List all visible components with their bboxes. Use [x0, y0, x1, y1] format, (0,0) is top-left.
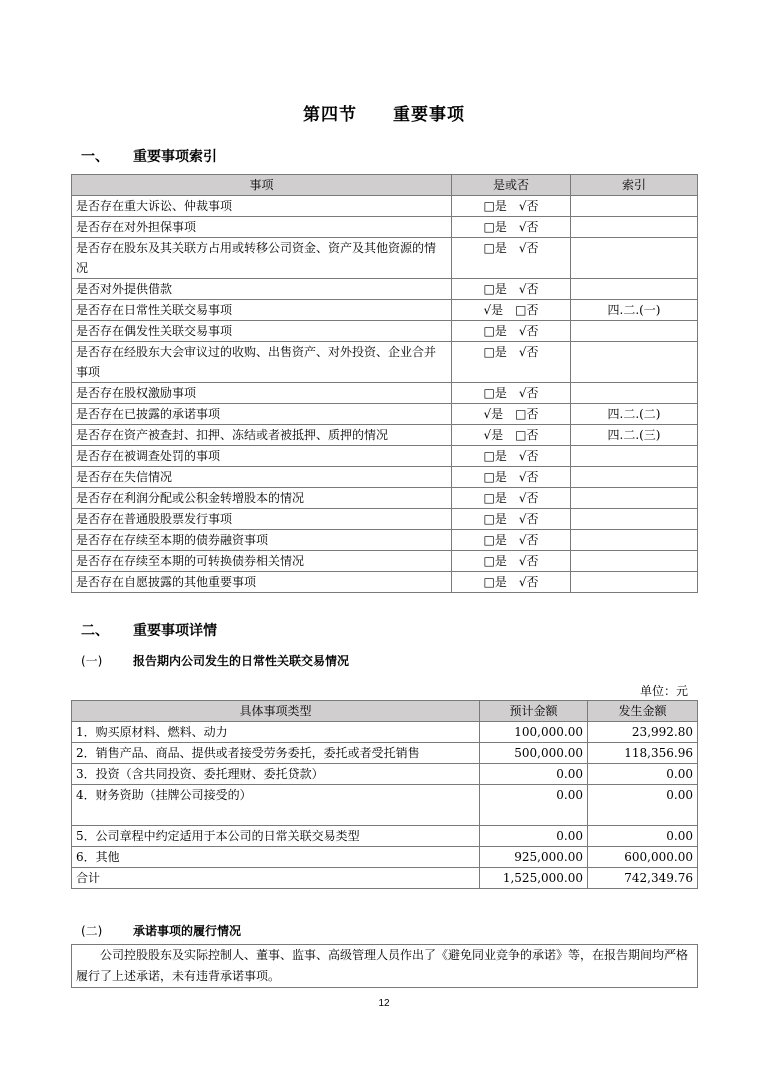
yes-no-cell: □是 √否 — [452, 530, 571, 551]
yes-no-cell: □是 √否 — [452, 488, 571, 509]
estimated-amount-cell: 100,000.00 — [480, 722, 588, 743]
related-transactions-table — [71, 700, 698, 889]
estimated-amount-cell: 1,525,000.00 — [480, 868, 588, 889]
table-row — [72, 530, 698, 551]
table-row — [72, 196, 698, 217]
matter-cell: 是否存在偶发性关联交易事项 — [72, 321, 452, 342]
matter-cell: 是否存在自愿披露的其他重要事项 — [72, 572, 452, 593]
estimated-amount-cell: 0.00 — [480, 785, 588, 826]
yes-no-cell: □是 √否 — [452, 217, 571, 238]
index-ref-cell — [571, 279, 698, 300]
index-ref-cell — [571, 509, 698, 530]
matter-cell: 是否存在资产被查封、扣押、冻结或者被抵押、质押的情况 — [72, 425, 452, 446]
transaction-type-cell: 1．购买原材料、燃料、动力 — [72, 722, 480, 743]
yes-no-cell: □是 √否 — [452, 279, 571, 300]
index-ref-cell: 四.二.(一) — [571, 300, 698, 321]
yes-no-cell: □是 √否 — [452, 467, 571, 488]
table-row — [72, 321, 698, 342]
transaction-type-cell: 3．投资（含共同投资、委托理财、委托贷款） — [72, 764, 480, 785]
index-ref-cell — [571, 551, 698, 572]
table-header-row — [72, 701, 698, 722]
index-ref-cell — [571, 342, 698, 383]
actual-amount-cell: 0.00 — [588, 785, 698, 826]
index-ref-cell — [571, 530, 698, 551]
yes-no-cell: □是 √否 — [452, 321, 571, 342]
actual-amount-cell: 0.00 — [588, 826, 698, 847]
index-ref-cell — [571, 446, 698, 467]
table-row — [72, 509, 698, 530]
index-ref-cell — [571, 488, 698, 509]
table-row — [72, 383, 698, 404]
estimated-amount-cell: 925,000.00 — [480, 847, 588, 868]
actual-amount-cell: 742,349.76 — [588, 868, 698, 889]
estimated-amount-cell: 0.00 — [480, 826, 588, 847]
index-ref-cell: 四.二.(三) — [571, 425, 698, 446]
matter-cell: 是否存在股东及其关联方占用或转移公司资金、资产及其他资源的情况 — [72, 238, 452, 279]
index-ref-cell — [571, 238, 698, 279]
index-ref-cell — [571, 196, 698, 217]
table-row — [72, 743, 698, 764]
header-actual: 发生金额 — [588, 701, 698, 722]
yes-no-cell: □是 √否 — [452, 196, 571, 217]
table-header-row — [72, 175, 698, 196]
yes-no-cell: □是 √否 — [452, 383, 571, 404]
table-row — [72, 300, 698, 321]
yes-no-cell: √是 □否 — [452, 300, 571, 321]
header-yes-no: 是或否 — [452, 175, 571, 196]
matter-cell: 是否存在经股东大会审议过的收购、出售资产、对外投资、企业合并事项 — [72, 342, 452, 383]
matter-cell: 是否对外提供借款 — [72, 279, 452, 300]
matter-cell: 是否存在重大诉讼、仲裁事项 — [72, 196, 452, 217]
matter-cell: 是否存在已披露的承诺事项 — [72, 404, 452, 425]
table-row — [72, 467, 698, 488]
matter-cell: 是否存在失信情况 — [72, 467, 452, 488]
table-row — [72, 446, 698, 467]
matter-cell: 是否存在利润分配或公积金转增股本的情况 — [72, 488, 452, 509]
table-row — [72, 785, 698, 826]
section-heading-index — [81, 146, 217, 166]
estimated-amount-cell: 0.00 — [480, 764, 588, 785]
matter-cell: 是否存在被调查处罚的事项 — [72, 446, 452, 467]
important-matters-index-table — [71, 174, 698, 593]
table-row — [72, 342, 698, 383]
yes-no-cell: □是 √否 — [452, 238, 571, 279]
actual-amount-cell: 600,000.00 — [588, 847, 698, 868]
header-item: 事项 — [72, 175, 452, 196]
table-row — [72, 847, 698, 868]
unit-label: 单位：元 — [639, 684, 688, 698]
header-type: 具体事项类型 — [72, 701, 480, 722]
table-row — [72, 826, 698, 847]
yes-no-cell: □是 √否 — [452, 342, 571, 383]
table-row — [72, 404, 698, 425]
matter-cell: 是否存在对外担保事项 — [72, 217, 452, 238]
transaction-type-cell: 5．公司章程中约定适用于本公司的日常关联交易类型 — [72, 826, 480, 847]
yes-no-cell: □是 √否 — [452, 551, 571, 572]
transaction-type-cell: 4．财务资助（挂牌公司接受的） — [72, 785, 480, 826]
transaction-type-cell: 合计 — [72, 868, 480, 889]
index-ref-cell — [571, 467, 698, 488]
index-ref-cell — [571, 383, 698, 404]
index-ref-cell — [571, 217, 698, 238]
subsection-heading-related-transactions — [81, 652, 349, 669]
estimated-amount-cell: 500,000.00 — [480, 743, 588, 764]
table-row — [72, 572, 698, 593]
index-ref-cell: 四.二.(二) — [571, 404, 698, 425]
matter-cell: 是否存在存续至本期的债券融资事项 — [72, 530, 452, 551]
subsection-number: (一) — [81, 654, 103, 668]
yes-no-cell: √是 □否 — [452, 425, 571, 446]
subsection-heading-commitments — [81, 922, 241, 939]
table-row — [72, 238, 698, 279]
transaction-type-cell: 2．销售产品、商品、提供或者接受劳务委托，委托或者受托销售 — [72, 743, 480, 764]
header-index: 索引 — [571, 175, 698, 196]
yes-no-cell: □是 √否 — [452, 509, 571, 530]
yes-no-cell: □是 √否 — [452, 446, 571, 467]
subsection-title: 报告期内公司发生的日常性关联交易情况 — [133, 654, 350, 668]
index-ref-cell — [571, 572, 698, 593]
table-row — [72, 488, 698, 509]
actual-amount-cell: 23,992.80 — [588, 722, 698, 743]
section-title: 重要事项索引 — [133, 149, 217, 165]
subsection-title: 承诺事项的履行情况 — [133, 924, 242, 938]
table-row — [72, 764, 698, 785]
page-number: 12 — [378, 998, 390, 1009]
yes-no-cell: □是 √否 — [452, 572, 571, 593]
matter-cell: 是否存在股权激励事项 — [72, 383, 452, 404]
index-ref-cell — [571, 321, 698, 342]
matter-cell: 是否存在存续至本期的可转换债券相关情况 — [72, 551, 452, 572]
page-title: 第四节 重要事项 — [303, 105, 465, 125]
section-number: 二、 — [81, 623, 109, 639]
total-row — [72, 868, 698, 889]
header-estimated: 预计金额 — [480, 701, 588, 722]
matter-cell: 是否存在普通股股票发行事项 — [72, 509, 452, 530]
actual-amount-cell: 118,356.96 — [588, 743, 698, 764]
yes-no-cell: √是 □否 — [452, 404, 571, 425]
section-number: 一、 — [81, 149, 109, 165]
matter-cell: 是否存在日常性关联交易事项 — [72, 300, 452, 321]
section-heading-details — [81, 620, 217, 640]
table-row — [72, 425, 698, 446]
transaction-type-cell: 6．其他 — [72, 847, 480, 868]
section-title: 重要事项详情 — [133, 623, 217, 639]
table-row — [72, 279, 698, 300]
table-row — [72, 551, 698, 572]
actual-amount-cell: 0.00 — [588, 764, 698, 785]
table-row — [72, 217, 698, 238]
table-row — [72, 722, 698, 743]
commitment-paragraph: 公司控股股东及实际控制人、董事、监事、高级管理人员作出了《避免同业竞争的承诺》等，在报告期间均严格履行了上述承诺，未有违背承诺事项。 — [71, 944, 698, 988]
subsection-number: (二) — [81, 924, 103, 938]
